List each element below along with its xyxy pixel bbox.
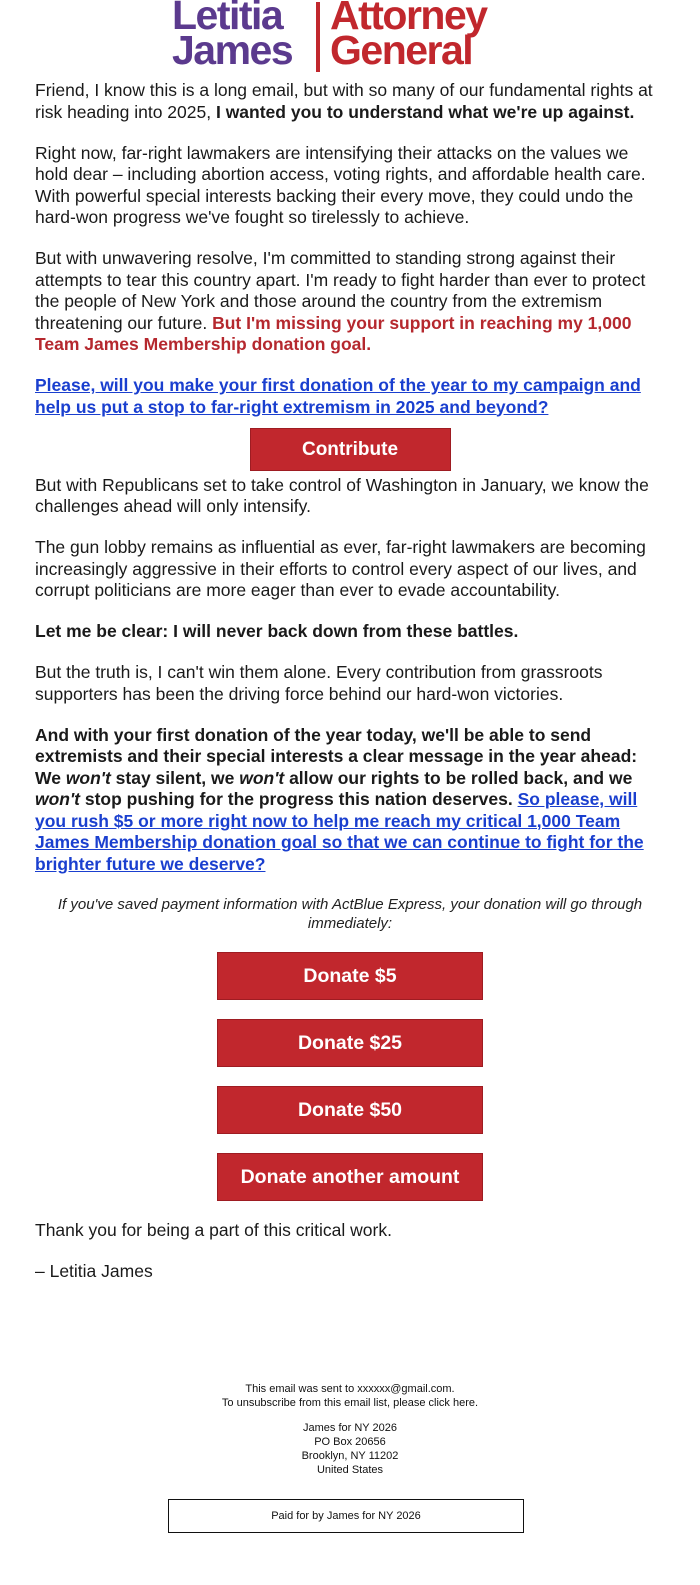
footer: [0, 1382, 700, 1477]
resolve-goal-highlight: But I'm missing your support in reaching my 1,000 Team James Membership donation goal.: [35, 312, 632, 354]
signature: – Letitia James: [35, 1261, 153, 1281]
paragraph-gun-lobby: The gun lobby remains as influential as ever, far-right lawmakers are becoming increasingly aggressive in their efforts to control every aspect of our lives, and corrupt politicians are more eager than ever to evade accountability.: [35, 537, 646, 600]
logo-title-line1: Attorney: [330, 0, 487, 38]
address-po-box: PO Box 20656: [314, 1436, 386, 1448]
paragraph-final-ask: [35, 725, 665, 876]
paragraph-attacks: Right now, far-right lawmakers are intensifying their attacks on the values we hold dear – including abortion access, voting rights, and affordable health care. With powerful special interests backing their every move, they could undo the hard-won progress we've fought so tirelessly to achieve.: [35, 142, 646, 227]
paragraph-republicans: But with Republicans set to take control of Washington in January, we know the challenges ahead will only intensify.: [35, 474, 649, 516]
wont-emphasis-3: won't: [35, 789, 80, 809]
intro-text: Friend, I know this is a long email, but with so many of our fundamental rights at risk heading into 2025,: [35, 80, 653, 122]
paragraph-ask: [35, 375, 665, 418]
address-city: Brooklyn, NY 11202: [301, 1450, 399, 1462]
contribute-row: [35, 428, 665, 471]
logo-name: [172, 0, 310, 73]
paragraph-resolve: [35, 248, 665, 356]
logo-divider: [316, 2, 320, 72]
paid-for-disclaimer: Paid for by James for NY 2026: [168, 1499, 524, 1533]
thank-you: Thank you for being a part of this critical work.: [35, 1220, 392, 1240]
paragraph-be-clear: Let me be clear: I will never back down from these battles.: [35, 621, 519, 641]
email-body: [35, 80, 665, 1302]
header-logo: [0, 0, 700, 78]
donate-25-button[interactable]: Donate $25: [217, 1019, 483, 1067]
sent-to-text: This email was sent to xxxxxx@gmail.com.: [245, 1383, 455, 1395]
address-country: United States: [316, 1464, 384, 1476]
logo-first-name: Letitia: [172, 0, 283, 38]
final-ask-text-d: stop pushing for the progress this nation deserves.: [84, 789, 513, 809]
address-org: James for NY 2026: [303, 1422, 397, 1434]
first-donation-link[interactable]: Please, will you make your first donation of the year to my campaign and help us put a stop to far-right extremism in 2025 and beyond?: [35, 375, 641, 417]
logo-last-name: James: [172, 27, 293, 73]
final-ask-text-c: allow our rights to be rolled back, and we: [289, 767, 633, 788]
logo-title: [330, 0, 530, 73]
donate-other-amount-button[interactable]: Donate another amount: [217, 1153, 483, 1201]
contribute-button[interactable]: Contribute: [250, 428, 451, 471]
donate-5-button[interactable]: Donate $5: [217, 952, 483, 1000]
final-ask-text-b: stay silent, we: [115, 767, 235, 788]
intro-bold: I wanted you to understand what we're up against.: [215, 101, 635, 122]
donate-buttons: [35, 952, 665, 1220]
unsubscribe-link[interactable]: To unsubscribe from this email list, please click here.: [221, 1397, 479, 1409]
rush-donation-link[interactable]: So please, will you rush $5 or more right now to help me reach my critical 1,000 Team James Membership donation goal so that we can continue to fight for the brighter future we deserve?: [35, 789, 644, 874]
actblue-express-note: If you've saved payment information with ActBlue Express, your donation will go through immediately:: [57, 895, 643, 932]
paragraph-intro: [35, 80, 665, 123]
final-ask-text-a: And with your first donation of the year today, we'll be able to send extremists and their special interests a clear message in the year ahead: We: [35, 724, 638, 788]
donate-50-button[interactable]: Donate $50: [217, 1086, 483, 1134]
paragraph-grassroots: But the truth is, I can't win them alone. Every contribution from grassroots supporters has been the driving force behind our hard-won victories.: [35, 662, 603, 704]
logo-title-line2: General: [330, 27, 473, 73]
wont-emphasis-1: won't: [65, 767, 111, 788]
wont-emphasis-2: won't: [239, 767, 285, 788]
resolve-text: But with unwavering resolve, I'm committed to standing strong against their attempts to tear this country apart. I'm ready to fight harder than ever to protect the people of New York and those around the country from the extremism threatening our future.: [35, 248, 646, 333]
